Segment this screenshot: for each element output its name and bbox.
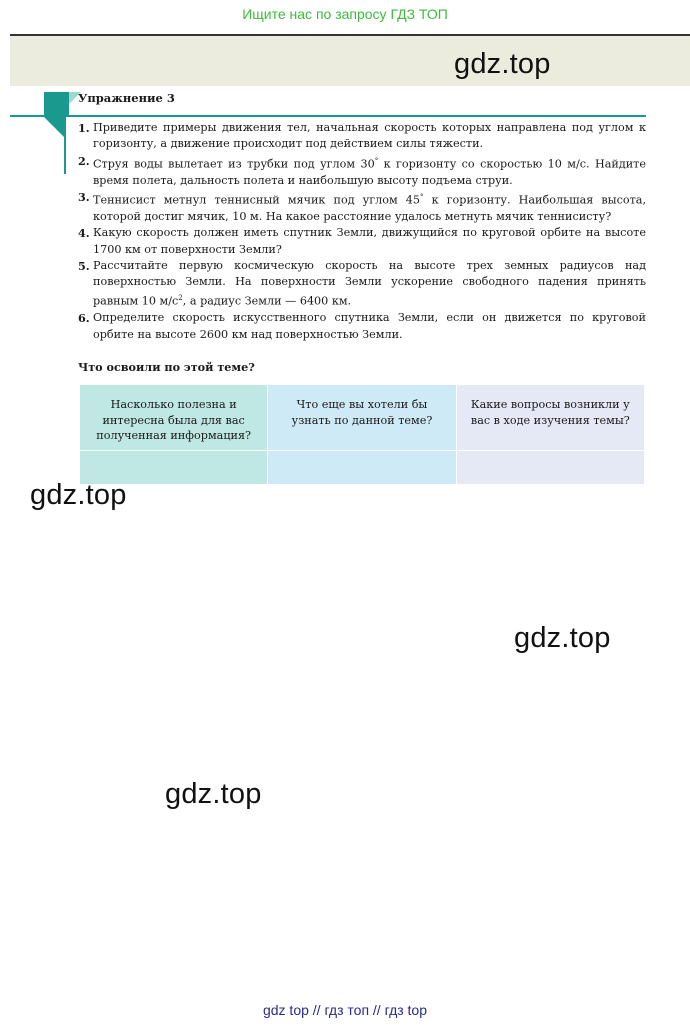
exercise-corner-decoration — [44, 117, 64, 137]
exercise-divider — [10, 115, 646, 117]
degree-mark: ° — [374, 156, 379, 165]
task-text: Определите скорость искусственного спутника Земли, если он движется по круговой орбите на высоте 2600 км над поверхностью Земли. — [93, 311, 646, 341]
task-item — [78, 153, 646, 189]
task-number: 4. — [78, 226, 90, 241]
bottom-links[interactable]: gdz top // гдз топ // гдз top — [262, 1002, 428, 1018]
task-text: , а радиус Земли — 6400 км. — [182, 295, 352, 309]
task-text: Теннисист метнул теннисный мячик под углом 45 — [93, 193, 421, 207]
watermark: gdz.top — [30, 479, 127, 511]
task-number: 6. — [78, 311, 90, 326]
exercise-title: Упражнение 3 — [78, 91, 175, 105]
questions-title: Что освоили по этой теме? — [78, 360, 255, 374]
exercise-side-bar — [64, 117, 66, 174]
table-answer-row — [80, 451, 645, 485]
task-number: 3. — [78, 189, 90, 204]
task-item — [78, 225, 646, 258]
table-header-cell: Насколько полезна и интересна была для вас полученная информация? — [80, 385, 268, 451]
exponent-mark: 2 — [178, 294, 183, 303]
task-text: Рассчитайте первую космическую скорость на высоте трех земных радиусов над поверхностью Земли. На поверхности Земли ускорение свободного падения принять равным 10 м/с — [93, 258, 646, 309]
table-header-cell: Какие вопросы возникли у вас в ходе изучения темы? — [456, 385, 644, 451]
reflection-table — [79, 384, 645, 485]
header-band — [10, 34, 690, 86]
table-answer-cell — [268, 451, 456, 485]
task-item — [78, 258, 646, 311]
exercise-marker-square — [44, 92, 69, 117]
watermark: gdz.top — [165, 778, 262, 810]
exercise-task-list — [78, 120, 646, 343]
task-item — [78, 310, 646, 343]
watermark: gdz.top — [454, 48, 551, 80]
task-number: 1. — [78, 121, 90, 135]
table-answer-cell — [456, 451, 644, 485]
task-number: 2. — [78, 153, 90, 168]
watermark: gdz.top — [514, 622, 611, 654]
task-text: Какую скорость должен иметь спутник Земли, движущийся по круговой орбите на высоте 1700 км от поверхности Земли? — [93, 226, 646, 256]
task-item — [78, 120, 646, 153]
task-text: Приведите примеры движения тел, начальная скорость которых направлена под углом к горизонту, а движение происходит под действием силы тяжести. — [93, 121, 646, 151]
table-header-cell: Что еще вы хотели бы узнать по данной теме? — [268, 385, 456, 451]
task-text: к горизонту. Наибольшая высота, которой достиг мячик, 10 м. На какое расстояние удалось метнуть мячик теннисисту? — [93, 193, 647, 223]
task-number: 5. — [78, 258, 90, 273]
top-search-link[interactable]: Ищите нас по запросу ГДЗ ТОП — [242, 6, 448, 22]
task-item — [78, 189, 646, 225]
table-header-row — [80, 385, 645, 451]
degree-mark: ° — [420, 192, 424, 201]
task-text: к горизонту со скоростью 10 м/с. Найдите время полета, дальность полета и наибольшую высоту подъема струи. — [93, 157, 646, 187]
task-text: Струя воды вылетает из трубки под углом 30 — [93, 157, 375, 171]
